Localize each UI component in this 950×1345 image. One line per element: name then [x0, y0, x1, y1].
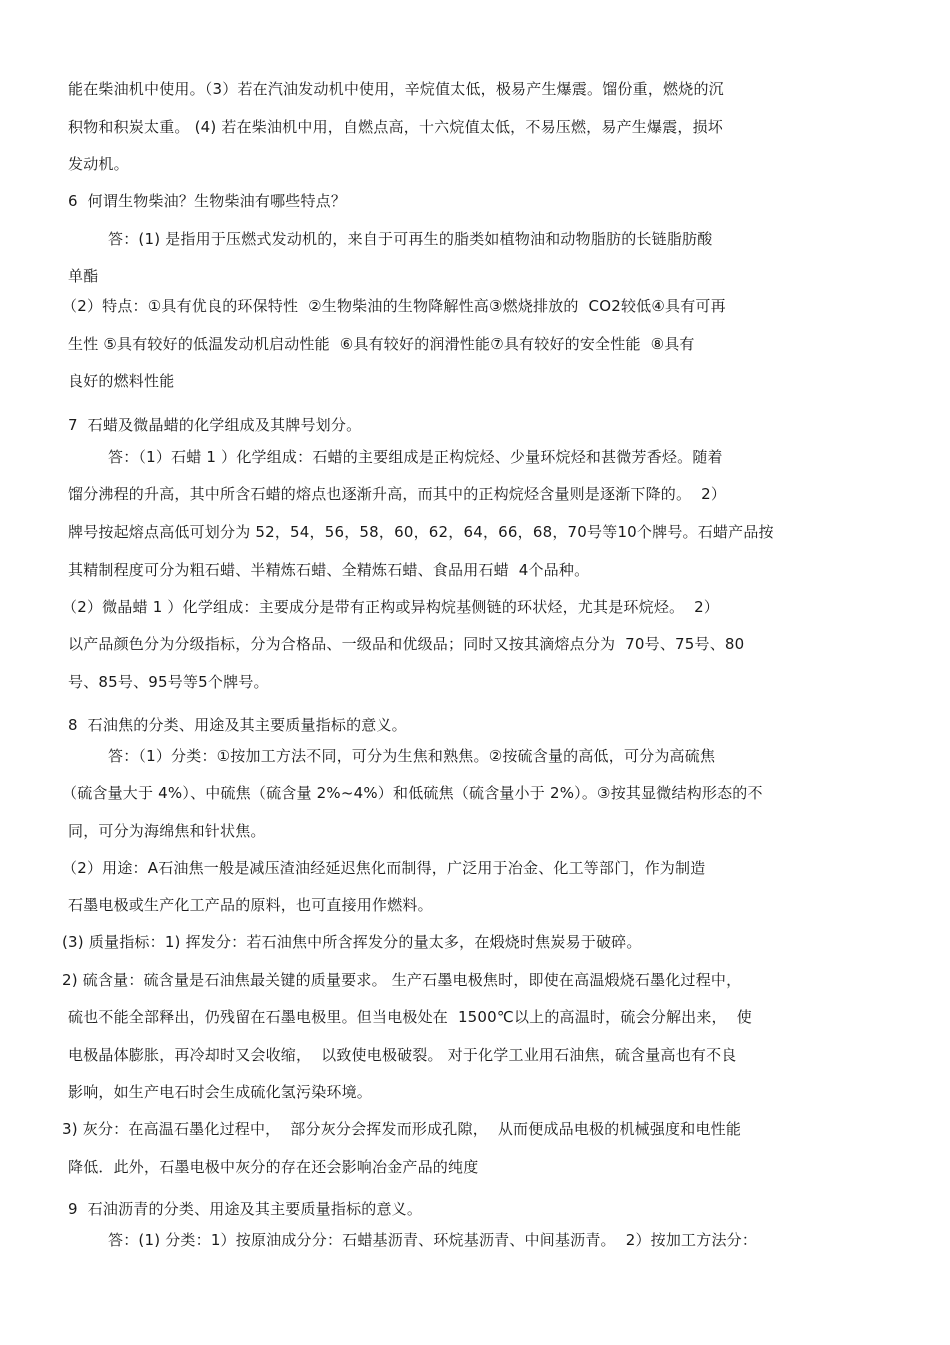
- text-line: （硫含量大于 4%）、中硫焦（硫含量 2%~4%）和低硫焦（硫含量小于 2%）。③按其显微结构形态的不: [62, 784, 763, 802]
- question-heading: 7 石蜡及微晶蜡的化学组成及其牌号划分。: [68, 416, 362, 434]
- text-line: 牌号按起熔点高低可划分为 52，54，56，58，60，62，64，66，68，70号等10个牌号。石蜡产品按: [68, 523, 774, 541]
- text-line: 答：（1）分类：①按加工方法不同，可分为生焦和熟焦。②按硫含量的高低，可分为高硫焦: [108, 747, 716, 765]
- text-line: 积物和积炭太重。 (4) 若在柴油机中用，自燃点高，十六烷值太低，不易压燃，易产生爆震，损坏: [68, 118, 723, 136]
- question-heading: 8 石油焦的分类、用途及其主要质量指标的意义。: [68, 716, 407, 734]
- text-line: （2）用途：A石油焦一般是减压渣油经延迟焦化而制得，广泛用于冶金、化工等部门，作为制造: [62, 859, 706, 877]
- text-line: 硫也不能全部释出，仍残留在石墨电极里。但当电极处在 1500℃以上的高温时，硫会分解出来， 使: [68, 1008, 752, 1026]
- text-line: 影响，如生产电石时会生成硫化氢污染环境。: [68, 1083, 373, 1101]
- text-line: 同，可分为海绵焦和针状焦。: [68, 822, 266, 840]
- question-heading: 6 何谓生物柴油？生物柴油有哪些特点？: [68, 192, 347, 210]
- text-line: 答：(1) 是指用于压燃式发动机的，来自于可再生的脂类如植物油和动物脂肪的长链脂肪酸: [108, 230, 713, 248]
- text-line: 答：(1) 分类：1）按原油成分分：石蜡基沥青、环烷基沥青、中间基沥青。 2）按加工方法分：: [108, 1231, 758, 1249]
- text-line: 其精制程度可分为粗石蜡、半精炼石蜡、全精炼石蜡、食品用石蜡 4个品种。: [68, 561, 590, 579]
- text-line: (3) 质量指标：1) 挥发分：若石油焦中所含挥发分的量太多，在煅烧时焦炭易于破碎。: [62, 933, 642, 951]
- text-line: （2）微晶蜡 1 ）化学组成：主要成分是带有正构或异构烷基侧链的环状烃，尤其是环烷烃。 2）: [62, 598, 720, 616]
- text-line: 单酯: [68, 267, 99, 285]
- text-line: 发动机。: [68, 155, 129, 173]
- text-line: 以产品颜色分为分级指标，分为合格品、一级品和优级品；同时又按其滴熔点分为 70号、75号、80: [68, 635, 745, 653]
- text-line: 电极晶体膨胀，再冷却时又会收缩， 以致使电极破裂。 对于化学工业用石油焦，硫含量高也有不良: [68, 1046, 737, 1064]
- question-heading: 9 石油沥青的分类、用途及其主要质量指标的意义。: [68, 1200, 423, 1218]
- text-line: 馏分沸程的升高，其中所含石蜡的熔点也逐渐升高，而其中的正构烷烃含量则是逐渐下降的。 2）: [68, 485, 727, 503]
- text-line: 良好的燃料性能: [68, 372, 175, 390]
- text-line: （2）特点：①具有优良的环保特性 ②生物柴油的生物降解性高③燃烧排放的 CO2较低④具有可再: [62, 297, 726, 315]
- text-line: 降低．此外，石墨电极中灰分的存在还会影响冶金产品的纯度: [68, 1158, 479, 1176]
- text-line: 答：（1）石蜡 1 ）化学组成：石蜡的主要组成是正构烷烃、少量环烷烃和甚微芳香烃。随着: [108, 448, 723, 466]
- text-line: 能在柴油机中使用。（3）若在汽油发动机中使用，辛烷值太低，极易产生爆震。馏份重，燃烧的沉: [68, 80, 724, 98]
- text-line: 生性 ⑤具有较好的低温发动机启动性能 ⑥具有较好的润滑性能⑦具有较好的安全性能 ⑧具有: [68, 335, 695, 353]
- text-line: 石墨电极或生产化工产品的原料，也可直接用作燃料。: [68, 896, 433, 914]
- text-line: 3) 灰分：在高温石墨化过程中， 部分灰分会挥发而形成孔隙， 从而便成品电极的机械强度和电性能: [62, 1120, 742, 1138]
- text-line: 号、85号、95号等5个牌号。: [68, 673, 269, 691]
- text-line: 2) 硫含量：硫含量是石油焦最关键的质量要求。 生产石墨电极焦时，即使在高温煅烧石墨化过程中，: [62, 971, 742, 989]
